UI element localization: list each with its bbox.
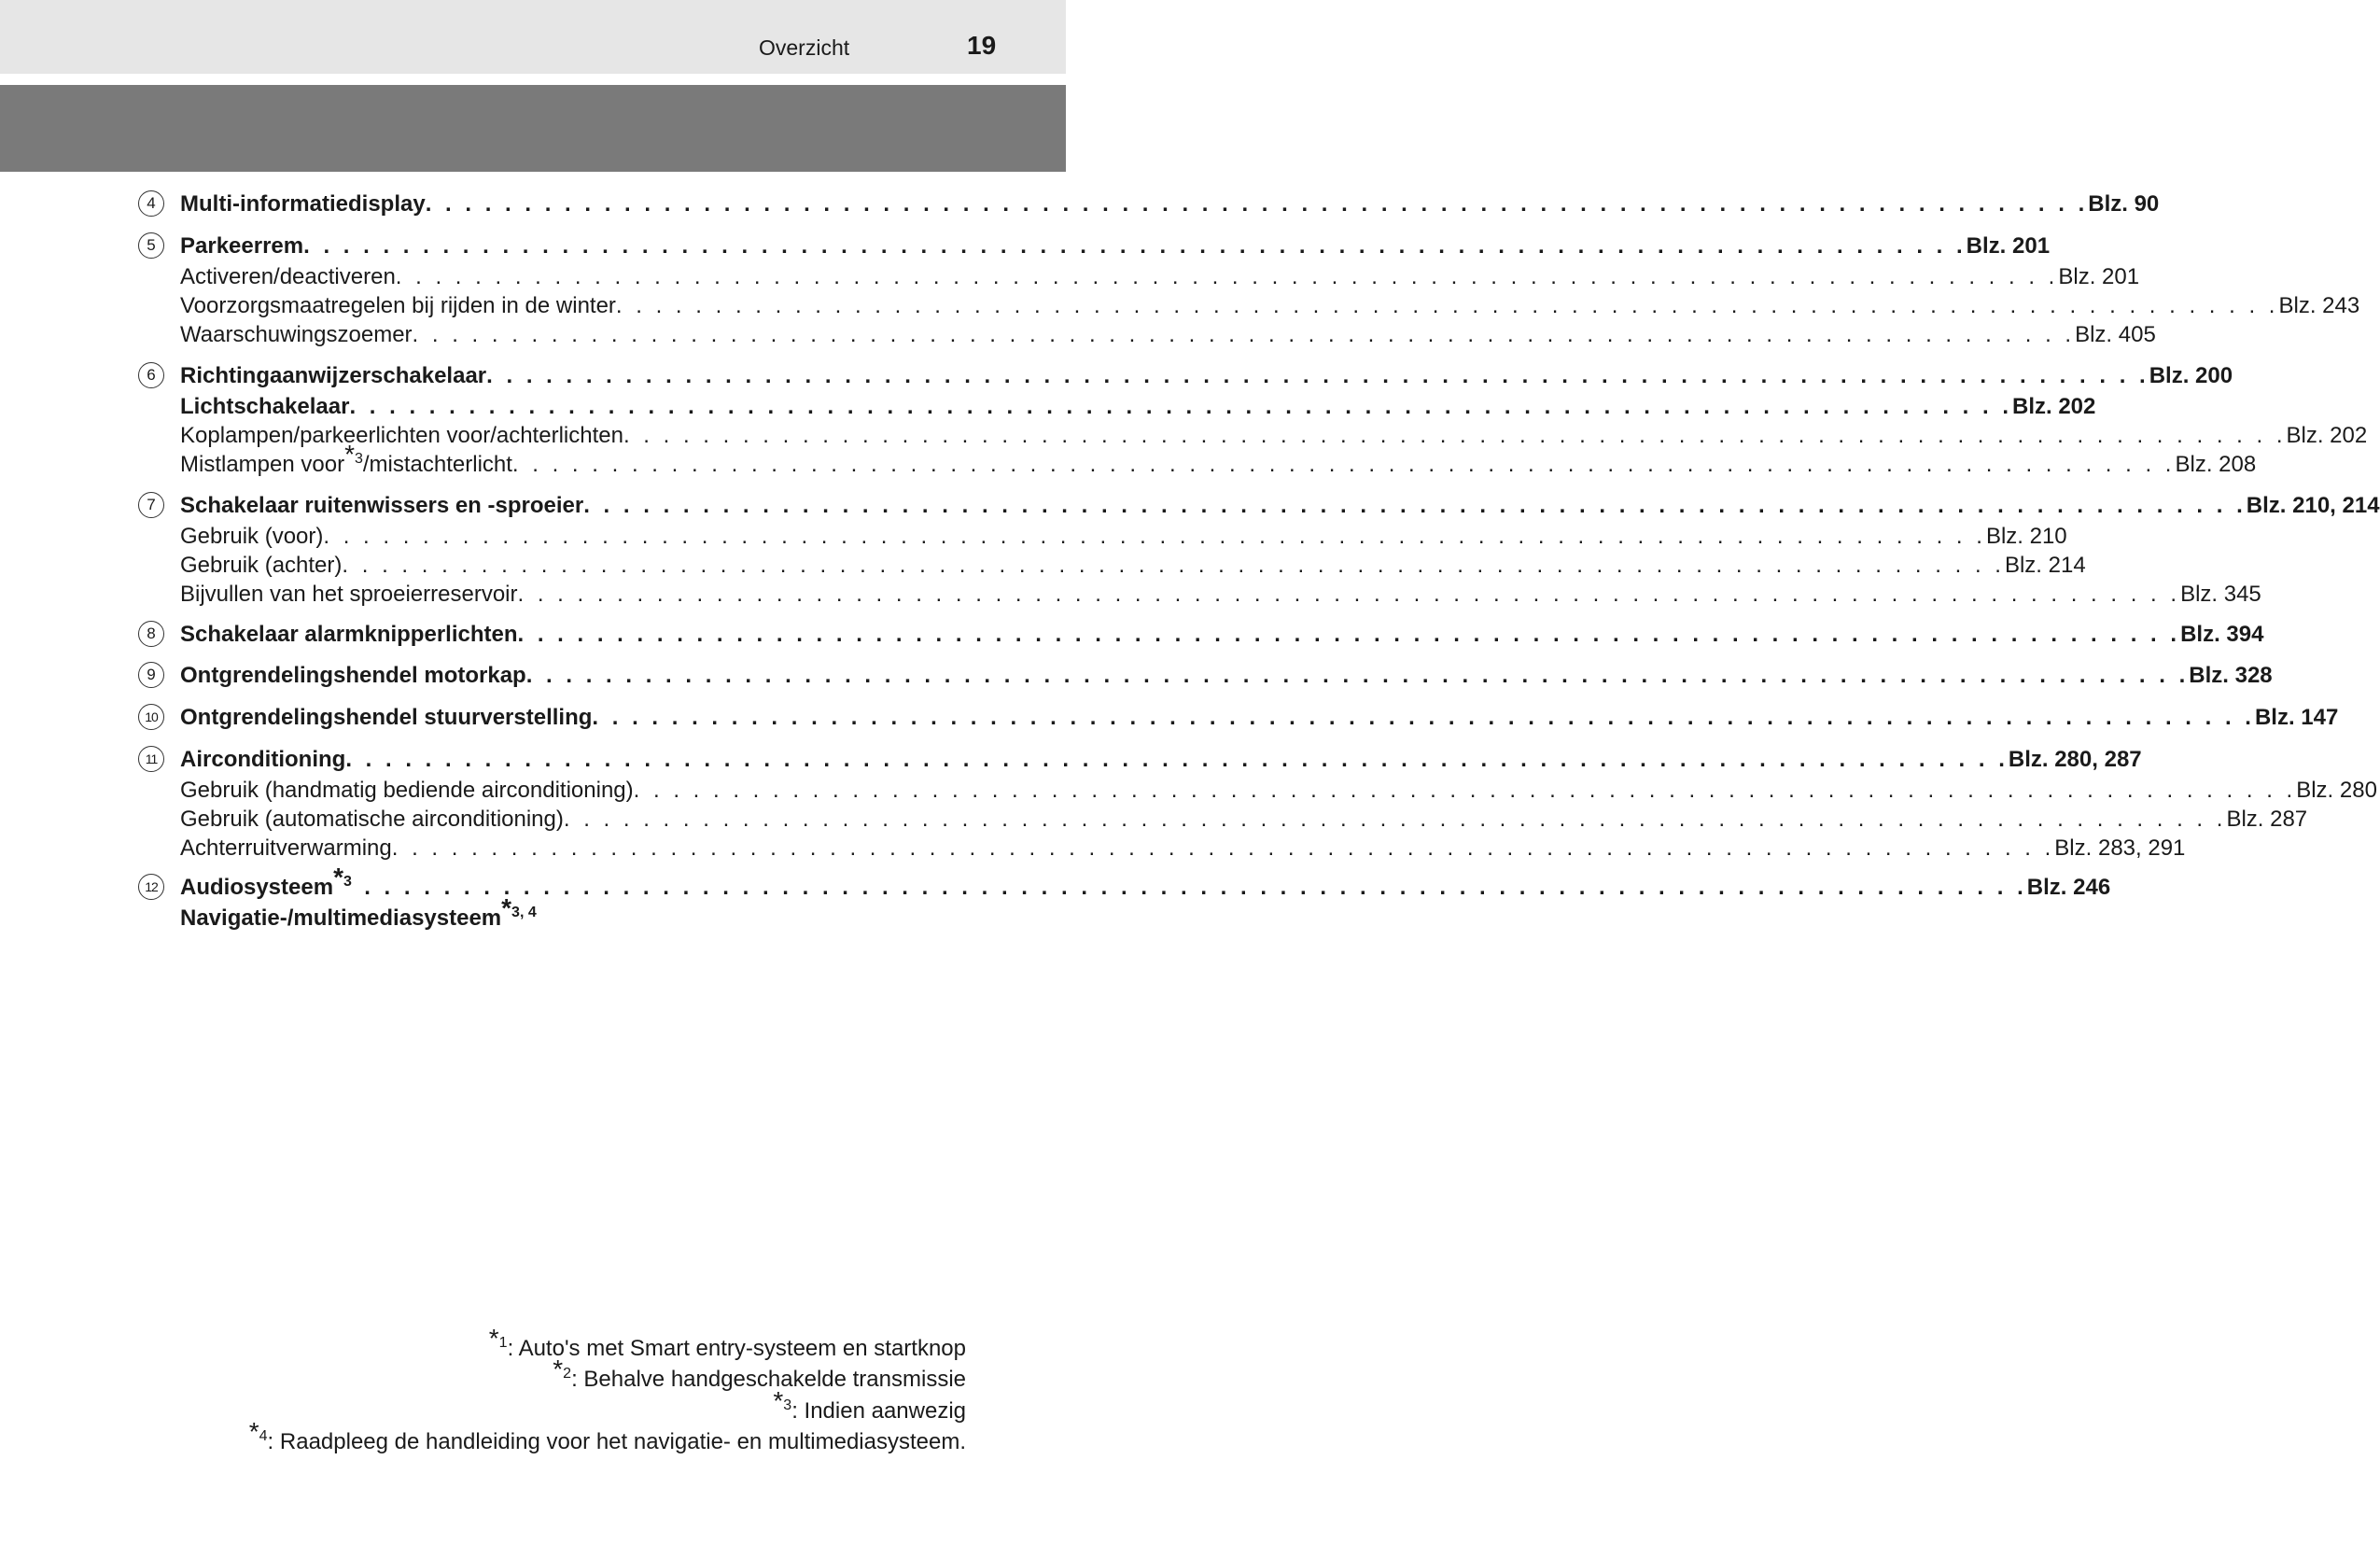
dot-leader: . . . . . . . . . . . . . . . . . . . . . . . . . . . . . . . . . . . . . . . . . . . . . . . . . . . . . . . . . . . . . . . . . . . . . . . . . . . . . . . . . . . .: [517, 582, 2181, 607]
dot-leader: . . . . . . . . . . . . . . . . . . . . . . . . . . . . . . . . . . . . . . . . . . . . . . . . . . . . . . . . . . . . . . . . . . . . . . . . . . . . . . . . . . . .: [342, 553, 2005, 578]
toc-row: [180, 663, 2273, 691]
entry-number: 4: [138, 190, 164, 217]
page-ref: Blz. 200: [2149, 363, 2233, 388]
dot-leader: . . . . . . . . . . . . . . . . . . . . . . . . . . . . . . . . . . . . . . . . . . . . . . . . . . . . . . . . . . . . . . . . . . . . . . . . . . . . . . . . . . . .: [349, 394, 2012, 419]
toc-label: Schakelaar ruitenwissers en -sproeier: [180, 493, 584, 518]
header-bar: [0, 0, 1066, 74]
toc-row: [180, 363, 2233, 391]
toc-row: [180, 747, 2142, 775]
page-ref: Blz. 280: [2296, 778, 2377, 803]
toc-label: Voorzorgsmaatregelen bij rijden in de winter: [180, 293, 616, 318]
entry-number: 5: [138, 232, 164, 259]
page-ref: Blz. 208: [2175, 452, 2257, 477]
entry-number: 10: [138, 704, 164, 730]
page-ref: Blz. 210, 214: [2246, 493, 2380, 518]
toc-row: [180, 264, 2140, 292]
page-ref: Blz. 243: [2278, 293, 2360, 318]
footnote: $^{*4}$: Raadpleeg de handleiding voor het navigatie- en multimediasysteem.: [248, 1417, 966, 1454]
toc-row: [180, 705, 2339, 733]
toc-row: [180, 582, 2261, 610]
toc-row: [180, 423, 2368, 451]
dot-leader: . . . . . . . . . . . . . . . . . . . . . . . . . . . . . . . . . . . . . . . . . . . . . . . . . . . . . . . . . . . . . . . . . . . . . . . . . . . . . . . . . . . .: [323, 524, 1986, 549]
page-ref: Blz. 147: [2254, 705, 2339, 730]
dot-leader: . . . . . . . . . . . . . . . . . . . . . . . . . . . . . . . . . . . . . . . . . . . . . . . . . . . . . . . . . . . . . . . . . . . . . . . . . . . . . . . . . . . .: [511, 452, 2176, 477]
page-ref: Blz. 328: [2189, 663, 2273, 688]
page-ref: Blz. 201: [1966, 233, 2051, 259]
page-ref: Blz. 287: [2226, 807, 2308, 832]
toc-row: [180, 778, 2377, 806]
dot-leader: . . . . . . . . . . . . . . . . . . . . . . . . . . . . . . . . . . . . . . . . . . . . . . . . . . . . . . . . . . . . . . . . . . . . . . . . . . . . . . . . . . . .: [525, 663, 2190, 688]
toc-row: [180, 863, 2111, 903]
footnote: $^{*3}$: Indien aanwezig: [773, 1386, 966, 1424]
toc-row: [180, 553, 2086, 581]
dot-leader: . . . . . . . . . . . . . . . . . . . . . . . . . . . . . . . . . . . . . . . . . . . . . . . . . . . . . . . . . . . . . . . . . . . . . . . . . . . . . . . . . . . .: [633, 778, 2297, 803]
page-ref: Blz. 246: [2026, 875, 2111, 900]
page-ref: Blz. 345: [2180, 582, 2261, 607]
page-ref: Blz. 280, 287: [2008, 747, 2142, 772]
dot-leader: . . . . . . . . . . . . . . . . . . . . . . . . . . . . . . . . . . . . . . . . . . . . . . . . . . . . . . . . . . . . . . . . . . . . . . . . . . . . . . . . . . . .: [412, 322, 2076, 347]
page-ref: Blz. 201: [2058, 264, 2140, 289]
toc-row: [180, 893, 922, 933]
dot-leader: . . . . . . . . . . . . . . . . . . . . . . . . . . . . . . . . . . . . . . . . . . . . . . . . . . . . . . . . . . . . . . . . . . . . . . . . . . . . . . . . . . . .: [563, 807, 2227, 832]
toc-label: Multi-informatiedisplay: [180, 191, 426, 217]
dot-leader: . . . . . . . . . . . . . . . . . . . . . . . . . . . . . . . . . . . . . . . . . . . . . . . . . . . . . . . . . . . . . . . . . . . . . . . . . . . . . . . . . . . .: [345, 747, 2009, 772]
toc-row: [180, 440, 2257, 480]
toc-label: Gebruik (automatische airconditioning): [180, 807, 564, 832]
toc-row: [180, 622, 2264, 650]
entry-number: 8: [138, 621, 164, 647]
toc-label: Gebruik (voor): [180, 524, 324, 549]
toc-label: Mistlampen voor$^{*3}$/mistachterlicht: [180, 440, 512, 477]
toc-label: Activeren/deactiveren: [180, 264, 396, 289]
header-divider: [0, 74, 1066, 85]
toc-label: Navigatie-/multimediasysteem$^{*3, 4}$: [180, 893, 537, 931]
dot-leader: . . . . . . . . . . . . . . . . . . . . . . . . . . . . . . . . . . . . . . . . . . . . . . . . . . . . . . . . . . . . . . . . . . . . . . . . . . . . . . . . . . . .: [395, 264, 2059, 289]
toc-label: Waarschuwingszoemer: [180, 322, 413, 347]
entry-number: 9: [138, 662, 164, 688]
dot-leader: . . . . . . . . . . . . . . . . . . . . . . . . . . . . . . . . . . . . . . . . . . . . . . . . . . . . . . . . . . . . . . . . . . . . . . . . . . . . . . . . . . . .: [303, 233, 1967, 259]
entry-number: 12: [138, 874, 164, 900]
toc-row: [180, 524, 2067, 552]
page-ref: Blz. 214: [2004, 553, 2086, 578]
page-ref: Blz. 202: [2286, 423, 2368, 448]
toc-label: Gebruik (handmatig bediende airconditioning): [180, 778, 634, 803]
dot-leader: . . . . . . . . . . . . . . . . . . . . . . . . . . . . . . . . . . . . . . . . . . . . . . . . . . . . . . . . . . . . . . . . . . . . . . . . . . . . . . . . . . . .: [592, 705, 2255, 730]
toc-row: [180, 191, 2160, 219]
footnote: $^{*2}$: Behalve handgeschakelde transmissie: [553, 1355, 966, 1392]
header-band: [0, 85, 1066, 172]
toc-label: Koplampen/parkeerlichten voor/achterlichten: [180, 423, 623, 448]
page-ref: Blz. 283, 291: [2054, 835, 2186, 861]
toc-row: [180, 493, 2380, 521]
toc-label: Ontgrendelingshendel stuurverstelling: [180, 705, 593, 730]
toc-row: [180, 835, 2186, 863]
dot-leader: . . . . . . . . . . . . . . . . . . . . . . . . . . . . . . . . . . . . . . . . . . . . . . . . . . . . . . . . . . . . . . . . . . . . . . . . . . . . . . . . . . . .: [364, 875, 2027, 900]
entry-number: 7: [138, 492, 164, 518]
toc-label: Parkeerrem: [180, 233, 304, 259]
dot-leader: . . . . . . . . . . . . . . . . . . . . . . . . . . . . . . . . . . . . . . . . . . . . . . . . . . . . . . . . . . . . . . . . . . . . . . . . . . . . . . . . . . . .: [623, 423, 2287, 448]
toc-row: [180, 293, 2360, 321]
toc-label: Schakelaar alarmknipperlichten: [180, 622, 518, 647]
dot-leader: . . . . . . . . . . . . . . . . . . . . . . . . . . . . . . . . . . . . . . . . . . . . . . . . . . . . . . . . . . . . . . . . . . . . . . . . . . . . . . . . . . . .: [425, 191, 2089, 217]
toc-row: [180, 807, 2308, 835]
dot-leader: . . . . . . . . . . . . . . . . . . . . . . . . . . . . . . . . . . . . . . . . . . . . . . . . . . . . . . . . . . . . . . . . . . . . . . . . . . . . . . . . . . . .: [517, 622, 2181, 647]
dot-leader: . . . . . . . . . . . . . . . . . . . . . . . . . . . . . . . . . . . . . . . . . . . . . . . . . . . . . . . . . . . . . . . . . . . . . . . . . . . . . . . . . . . .: [486, 363, 2149, 388]
toc-label: Ontgrendelingshendel motorkap: [180, 663, 526, 688]
dot-leader: . . . . . . . . . . . . . . . . . . . . . . . . . . . . . . . . . . . . . . . . . . . . . . . . . . . . . . . . . . . . . . . . . . . . . . . . . . . . . . . . . . . .: [615, 293, 2279, 318]
toc-label: Gebruik (achter): [180, 553, 343, 578]
toc-label: Airconditioning: [180, 747, 346, 772]
toc-label: Bijvullen van het sproeierreservoir: [180, 582, 518, 607]
dot-leader: . . . . . . . . . . . . . . . . . . . . . . . . . . . . . . . . . . . . . . . . . . . . . . . . . . . . . . . . . . . . . . . . . . . . . . . . . . . . . . . . . . . .: [583, 493, 2247, 518]
page-ref: Blz. 405: [2075, 322, 2156, 347]
dot-leader: . . . . . . . . . . . . . . . . . . . . . . . . . . . . . . . . . . . . . . . . . . . . . . . . . . . . . . . . . . . . . . . . . . . . . . . . . . . . . . . . . . . .: [391, 835, 2055, 861]
toc-row: [180, 233, 2051, 261]
section-title: Overzicht: [759, 35, 850, 60]
toc-row: [180, 322, 2156, 350]
entry-number: 11: [138, 746, 164, 772]
page-ref: Blz. 394: [2180, 622, 2264, 647]
toc-label: Audiosysteem$^{*3}$: [180, 863, 352, 900]
page-number: 19: [967, 31, 997, 60]
toc-row: [180, 394, 2096, 422]
footnote: $^{*1}$: Auto's met Smart entry-systeem en startknop: [488, 1324, 966, 1361]
page-ref: Blz. 210: [1985, 524, 2067, 549]
page-ref: Blz. 202: [2012, 394, 2096, 419]
toc-label: Richtingaanwijzerschakelaar: [180, 363, 487, 388]
toc-label: Achterruitverwarming: [180, 835, 392, 861]
toc-label: Lichtschakelaar: [180, 394, 350, 419]
page-ref: Blz. 90: [2088, 191, 2160, 217]
entry-number: 6: [138, 362, 164, 388]
